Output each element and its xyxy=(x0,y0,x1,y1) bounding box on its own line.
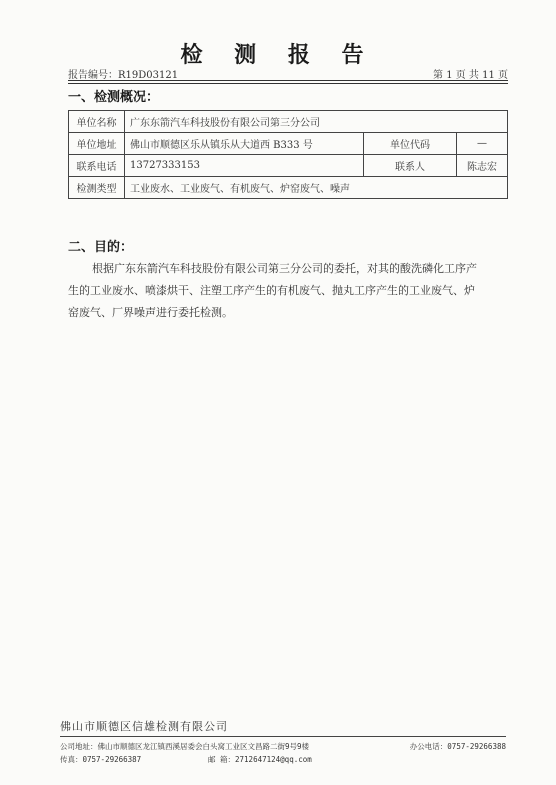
row-label: 检测类型 xyxy=(69,177,125,199)
page-info: 第 1 页 共 11 页 xyxy=(433,70,508,81)
footer-office-phone: 办公电话：0757-29266388 xyxy=(409,742,506,751)
report-number: 报告编号：R19D03121 xyxy=(68,70,179,81)
row-value: 13727333153 xyxy=(125,155,364,177)
footer-contact-line xyxy=(60,754,506,766)
table-row xyxy=(69,133,508,155)
row-label: 单位代码 xyxy=(364,133,457,155)
section-purpose-heading: 二、目的： xyxy=(68,240,134,255)
footer-email: 邮 箱：2712647124@qq.com xyxy=(208,755,312,764)
document-title: 检 测 报 告 xyxy=(180,42,376,68)
footer-address: 公司地址：佛山市顺德区龙江镇西溪居委会白头窝工业区文昌路二街9号9楼 xyxy=(60,742,310,751)
row-value: 陈志宏 xyxy=(457,155,508,177)
purpose-paragraph xyxy=(68,258,518,324)
footer-divider xyxy=(60,736,506,737)
footer-contact-line xyxy=(60,741,506,753)
paragraph-line: 根据广东东箭汽车科技股份有限公司第三分公司的委托，对其的酸洗磷化工序产 xyxy=(92,262,477,275)
row-value: 工业废水、工业废气、有机废气、炉窑废气、噪声 xyxy=(125,177,508,199)
report-meta-row xyxy=(68,66,508,81)
row-label: 联系人 xyxy=(364,155,457,177)
row-label: 联系电话 xyxy=(69,155,125,177)
row-value: 佛山市顺德区乐从镇乐从大道西 B333 号 xyxy=(125,133,364,155)
section-overview-heading: 一、检测概况： xyxy=(68,90,160,105)
row-label: 单位名称 xyxy=(69,111,125,133)
footer-fax: 传真：0757-29266387 xyxy=(60,755,142,764)
row-value: — xyxy=(457,133,508,155)
footer-company-name: 佛山市顺德区信雄检测有限公司 xyxy=(60,720,228,733)
table-row xyxy=(69,177,508,199)
table-row xyxy=(69,155,508,177)
paragraph-line: 窑废气、厂界噪声进行委托检测。 xyxy=(68,306,233,319)
row-label: 单位地址 xyxy=(69,133,125,155)
row-value: 广东东箭汽车科技股份有限公司第三分公司 xyxy=(125,111,508,133)
paragraph-line: 生的工业废水、喷漆烘干、注塑工序产生的有机废气、抛丸工序产生的工业废气、炉 xyxy=(68,284,475,297)
overview-table xyxy=(68,110,508,199)
table-row xyxy=(69,111,508,133)
